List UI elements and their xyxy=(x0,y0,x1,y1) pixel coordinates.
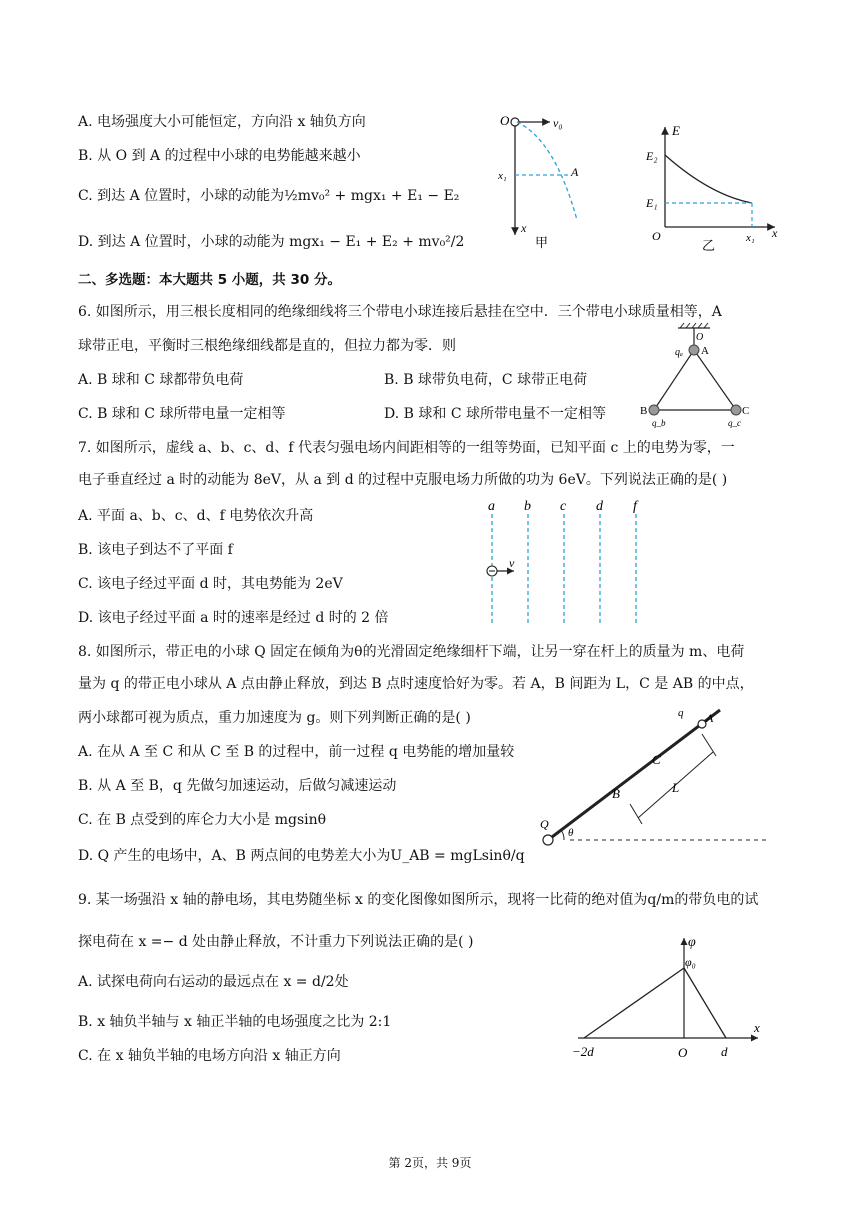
q8-option-d: D. Q 产生的电场中，A、B 两点间的电势差大小为U_AB = mgLsinθ/q xyxy=(78,848,525,864)
q5-option-a: A. 电场强度大小可能恒定，方向沿 x 轴负方向 xyxy=(78,114,366,130)
jia-caption: 甲 xyxy=(535,235,549,250)
q7-option-b: B. 该电子到达不了平面 f xyxy=(78,542,233,558)
q6-label-qc: q_c xyxy=(728,418,741,428)
jia-label-v0: v₀ xyxy=(553,116,563,130)
q8-label-a: A xyxy=(706,711,714,725)
jia-label-x: x xyxy=(521,221,527,235)
jia-label-x1: x₁ xyxy=(498,170,507,182)
q8-label-b: B xyxy=(612,786,620,801)
page-footer: 第 2页，共 9页 xyxy=(388,1156,472,1170)
q6-label-qb: q_b xyxy=(652,418,666,428)
section-heading: 二、多选题：本大题共 5 小题，共 30 分。 xyxy=(78,272,341,288)
q7-option-a: A. 平面 a、b、c、d、f 电势依次升高 xyxy=(78,508,314,524)
q9-label-minus-2d: −2d xyxy=(572,1044,594,1059)
figure-q7-planes xyxy=(478,496,658,631)
q6-label-o: O xyxy=(696,332,704,343)
q9-option-b: B. x 轴负半轴与 x 轴正半轴的电场强度之比为 2:1 xyxy=(78,1014,392,1030)
q7-option-c: C. 该电子经过平面 d 时，其电势能为 2eV xyxy=(78,576,343,592)
q8-stem-line2: 量为 q 的带正电小球从 A 点由静止释放，到达 B 点时速度恰好为零。若 A，B 间距为 L，C 是 AB 的中点， xyxy=(78,676,754,692)
q9-label-d: d xyxy=(721,1044,728,1059)
yi-label-o: O xyxy=(652,229,661,243)
q8-label-q: q xyxy=(678,707,684,719)
jia-label-a: A xyxy=(571,165,579,179)
q7-label-a: a xyxy=(488,499,495,514)
q9-option-a: A. 试探电荷向右运动的最远点在 x = d/2处 xyxy=(78,974,349,990)
q7-label-c: c xyxy=(560,499,567,514)
q8-stem-line3: 两小球都可视为质点，重力加速度为 g。则下列判断正确的是( ) xyxy=(78,710,471,726)
q8-label-Q: Q xyxy=(540,817,549,831)
q6-option-b: B. B 球带负电荷，C 球带正电荷 xyxy=(384,372,588,388)
q7-label-f: f xyxy=(633,499,637,514)
figure-yi xyxy=(640,115,790,255)
q9-label-o: O xyxy=(678,1045,688,1060)
figure-q9-potential xyxy=(568,930,768,1065)
q7-stem-line2: 电子垂直经过 a 时的动能为 8eV，从 a 到 d 的过程中克服电场力所做的功为 6eV。下列说法正确的是( ) xyxy=(78,472,728,488)
q8-option-b: B. 从 A 至 B，q 先做匀加速运动，后做匀减速运动 xyxy=(78,778,397,794)
q6-option-d: D. B 球和 C 球所带电量不一定相等 xyxy=(384,406,606,422)
yi-label-e: E xyxy=(672,123,680,138)
yi-label-e2: E₂ xyxy=(646,149,658,163)
q6-label-c: C xyxy=(742,405,750,417)
q9-label-x: x xyxy=(754,1020,760,1035)
q8-label-theta: θ xyxy=(568,827,574,839)
q9-stem-line1: 9. 某一场强沿 x 轴的静电场，其电势随坐标 x 的变化图像如图所示，现将一比荷的绝对值为q/m的带负电的试 xyxy=(78,892,759,908)
q7-label-b: b xyxy=(524,499,531,514)
q9-label-phi0: φ₀ xyxy=(685,955,696,969)
q9-stem-line2: 探电荷在 x =− d 处由静止释放，不计重力下列说法正确的是( ) xyxy=(78,934,474,950)
q8-label-c: C xyxy=(652,752,661,767)
q6-option-c: C. B 球和 C 球所带电量一定相等 xyxy=(78,406,286,422)
q9-option-c: C. 在 x 轴负半轴的电场方向沿 x 轴正方向 xyxy=(78,1048,341,1064)
q8-option-c: C. 在 B 点受到的库仑力大小是 mgsinθ xyxy=(78,812,327,828)
q8-label-l: L xyxy=(672,780,680,795)
q8-stem-line1: 8. 如图所示，带正电的小球 Q 固定在倾角为θ的光滑固定绝缘细杆下端，让另一穿在杆上的质量为 m、电荷 xyxy=(78,644,745,660)
figure-jia xyxy=(495,110,595,250)
q6-option-a: A. B 球和 C 球都带负电荷 xyxy=(78,372,244,388)
jia-label-o: O xyxy=(500,113,510,128)
yi-label-e1: E₁ xyxy=(646,196,658,210)
q5-option-c: C. 到达 A 位置时，小球的动能为½mv₀² + mgx₁ + E₁ − E₂ xyxy=(78,188,460,204)
q5-option-d: D. 到达 A 位置时，小球的动能为 mgx₁ − E₁ + E₂ + mv₀²/2 xyxy=(78,234,465,250)
q5-option-b: B. 从 O 到 A 的过程中小球的电势能越来越小 xyxy=(78,148,361,164)
q7-option-d: D. 该电子经过平面 a 时的速率是经过 d 时的 2 倍 xyxy=(78,610,389,626)
q6-stem-line1: 6. 如图所示，用三根长度相同的绝缘细线将三个带电小球连接后悬挂在空中．三个带电小球质量相等，A xyxy=(78,304,722,320)
yi-label-x: x xyxy=(772,226,778,240)
q6-label-a: A xyxy=(701,345,709,357)
figure-q8-rod xyxy=(530,700,780,850)
q7-stem-line1: 7. 如图所示，虚线 a、b、c、d、f 代表匀强电场内间距相等的一组等势面，已知平面 c 上的电势为零，一 xyxy=(78,440,735,456)
q9-label-phi: φ xyxy=(688,935,696,950)
q6-label-b: B xyxy=(640,405,648,417)
yi-caption: 乙 xyxy=(702,238,716,253)
q6-label-qa: qₐ xyxy=(675,347,683,358)
q6-stem-line2: 球带正电，平衡时三根绝缘细线都是直的，但拉力都为零．则 xyxy=(78,338,456,354)
figure-q6-triangle xyxy=(640,322,770,427)
q8-option-a: A. 在从 A 至 C 和从 C 至 B 的过程中，前一过程 q 电势能的增加量较 xyxy=(78,744,515,760)
q7-label-d: d xyxy=(596,499,603,514)
q7-label-v: v xyxy=(509,556,515,570)
yi-label-x1: x₁ xyxy=(746,232,755,244)
